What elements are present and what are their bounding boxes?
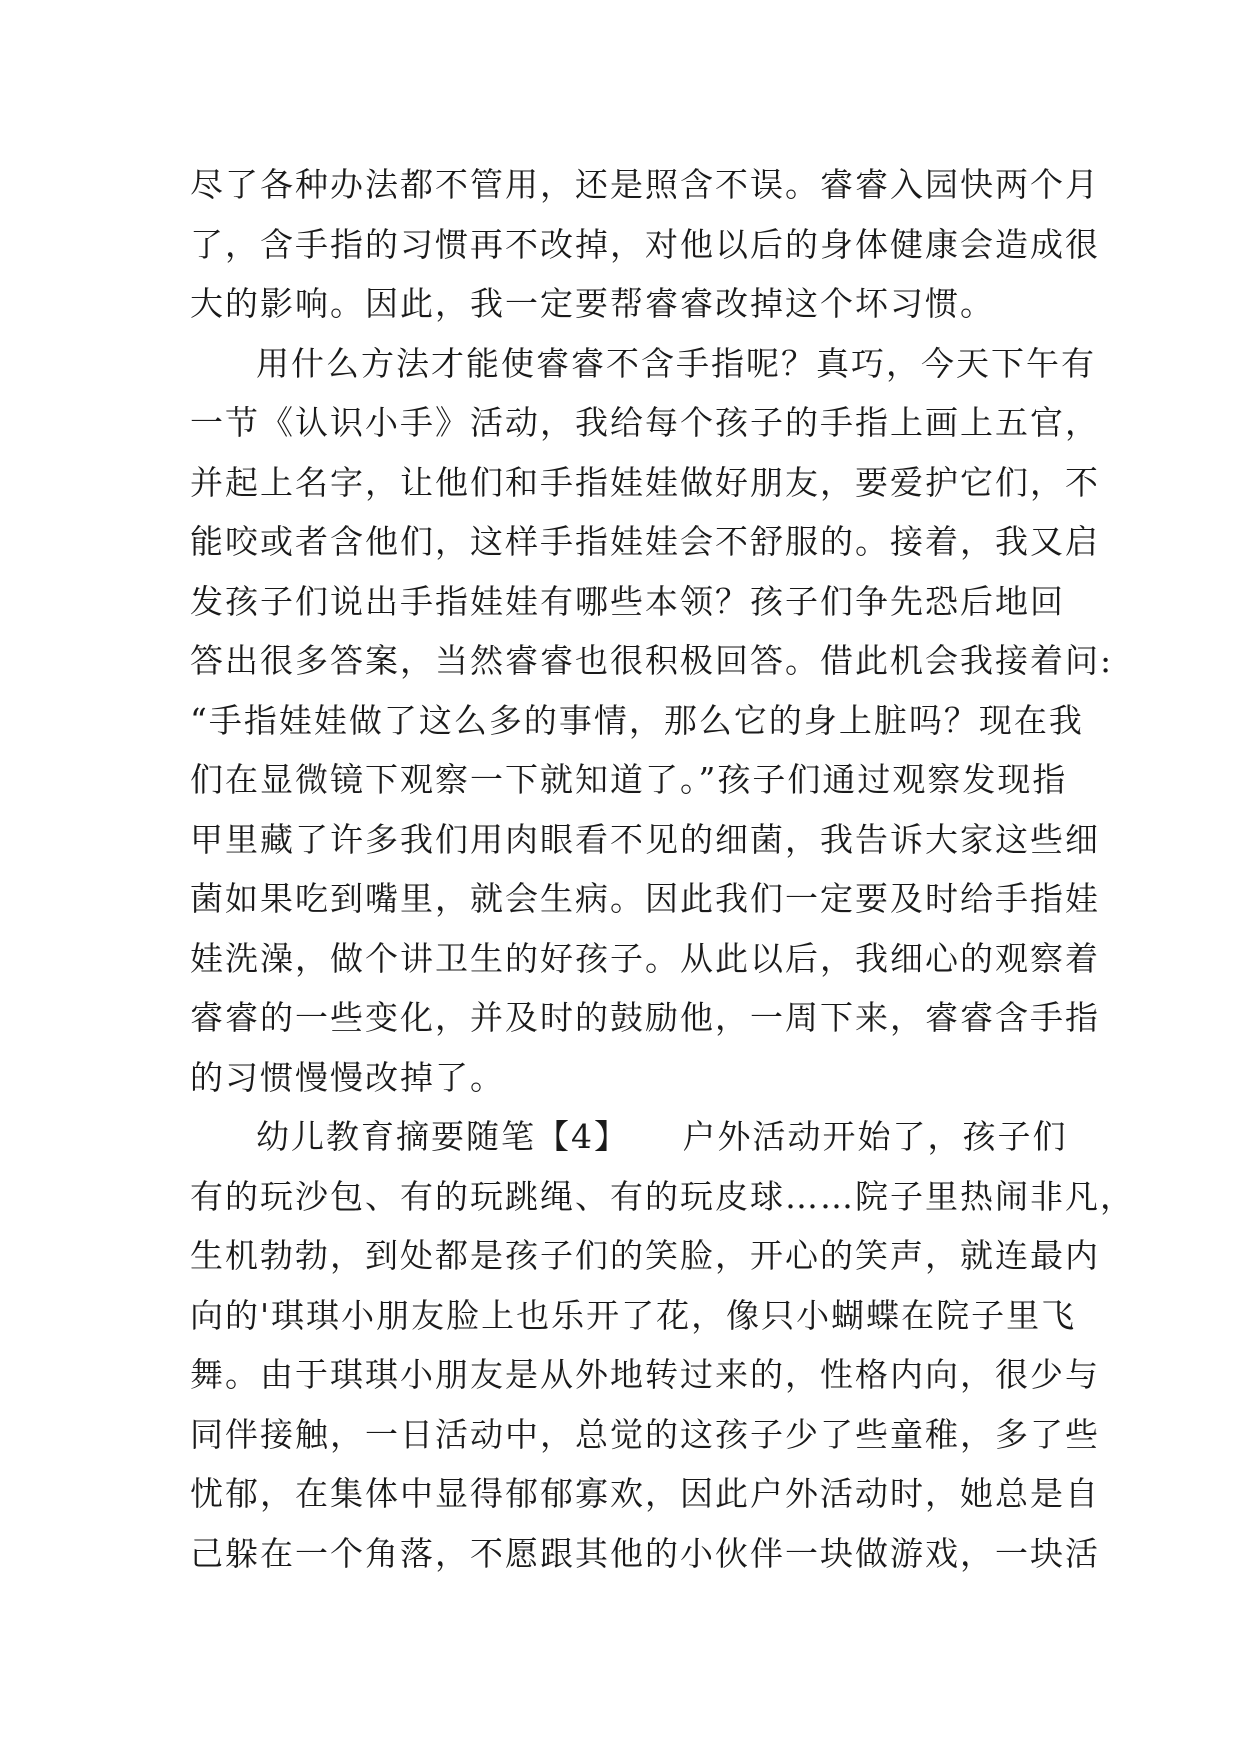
text-line: 睿睿的一些变化，并及时的鼓励他，一周下来，睿睿含手指	[190, 998, 1100, 1037]
body-text	[190, 155, 1135, 1583]
text-line: 的习惯慢慢改掉了。	[190, 1057, 505, 1097]
text-line: 有的玩沙包、有的玩跳绳、有的玩皮球……院子里热闹非凡，	[190, 1176, 1135, 1216]
text-line: 们在显微镜下观察一下就知道了。”孩子们通过观察发现指	[190, 760, 1068, 799]
section-heading-line: 幼儿教育摘要随笔【4】 户外活动开始了，孩子们	[256, 1117, 1068, 1156]
text-line: 舞。由于琪琪小朋友是从外地转过来的，性格内向，很少与	[190, 1355, 1100, 1394]
text-line: “手指娃娃做了这么多的事情，那么它的身上脏吗？现在我	[190, 700, 1084, 740]
text-line: 能咬或者含他们，这样手指娃娃会不舒服的。接着，我又启	[190, 522, 1100, 561]
text-line: 向的'琪琪小朋友脸上也乐开了花，像只小蝴蝶在院子里飞	[190, 1295, 1077, 1335]
text-line: 尽了各种办法都不管用，还是照含不误。睿睿入园快两个月	[190, 165, 1100, 204]
text-line: 答出很多答案，当然睿睿也很积极回答。借此机会我接着问:	[190, 641, 1114, 680]
text-line: 大的影响。因此，我一定要帮睿睿改掉这个坏习惯。	[190, 284, 995, 323]
text-line: 己躲在一个角落，不愿跟其他的小伙伴一块做游戏，一块活	[190, 1533, 1100, 1573]
text-line: 一节《认识小手》活动，我给每个孩子的手指上画上五官，	[190, 403, 1100, 442]
text-line: 并起上名字，让他们和手指娃娃做好朋友，要爱护它们，不	[190, 462, 1100, 502]
text-line: 发孩子们说出手指娃娃有哪些本领？孩子们争先恐后地回	[190, 581, 1065, 621]
text-line: 同伴接触，一日活动中，总觉的这孩子少了些童稚，多了些	[190, 1414, 1100, 1454]
text-line: 了，含手指的习惯再不改掉，对他以后的身体健康会造成很	[190, 224, 1100, 264]
text-line: 生机勃勃，到处都是孩子们的笑脸，开心的笑声，就连最内	[190, 1236, 1100, 1275]
text-line: 忧郁，在集体中显得郁郁寡欢，因此户外活动时，她总是自	[190, 1474, 1100, 1513]
text-line: 菌如果吃到嘴里，就会生病。因此我们一定要及时给手指娃	[190, 879, 1100, 918]
text-line: 娃洗澡，做个讲卫生的好孩子。从此以后，我细心的观察着	[190, 938, 1100, 978]
text-line: 用什么方法才能使睿睿不含手指呢？真巧，今天下午有	[256, 343, 1096, 383]
text-line: 甲里藏了许多我们用肉眼看不见的细菌，我告诉大家这些细	[190, 819, 1100, 859]
